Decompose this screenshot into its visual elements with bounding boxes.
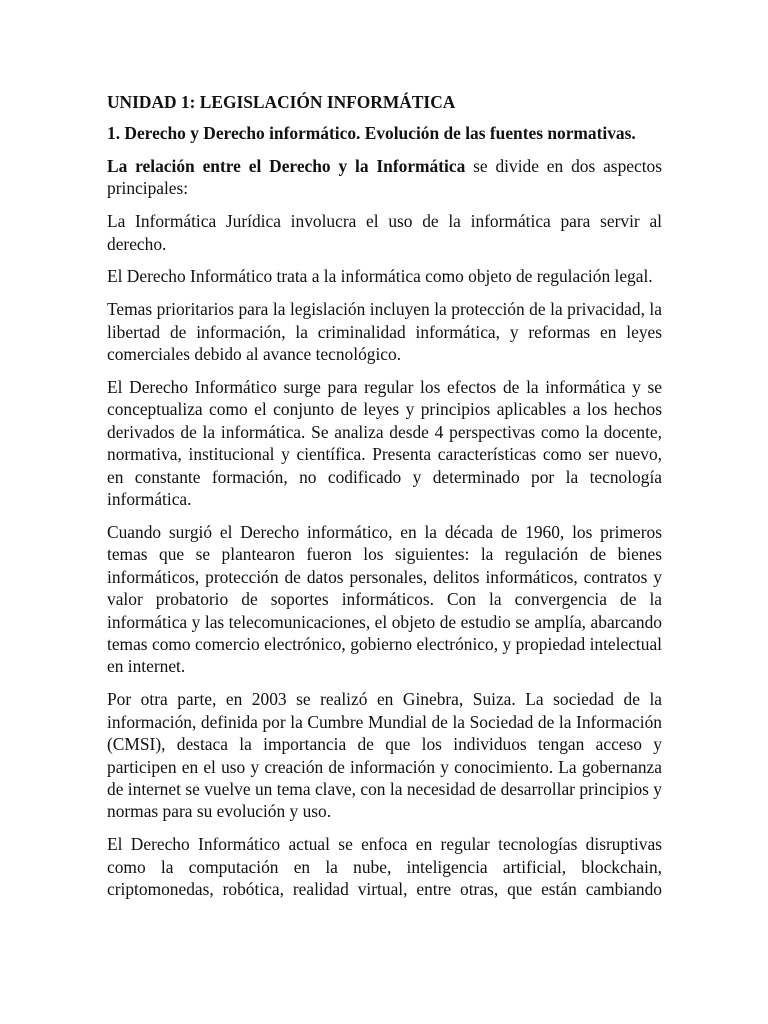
paragraph-relation-rest: se divide en dos aspectos principales: xyxy=(107,155,662,199)
paragraph-derecho-informatico-objeto: El Derecho Informático trata a la informática como objeto de regulación legal. xyxy=(107,266,653,287)
paragraph-decada-1960: Cuando surgió el Derecho informático, en la década de 1960, los primeros temas que se plantearon fueron los siguientes: la regulación de bienes informáticos, protección de datos personales, delitos informáticos, contratos y valor probatorio de soportes informáticos. Con la convergencia de la informática y las telecomunicaciones, el objeto de estudio se amplía, abarcando temas como comercio electrónico, gobierno electrónico, y propiedad intelectual en internet. xyxy=(107,522,662,677)
paragraph-temas-prioritarios: Temas prioritarios para la legislación incluyen la protección de la privacidad, la libertad de información, la criminalidad informática, y reformas en leyes comerciales debido al avance tecnológico. xyxy=(107,299,662,365)
unit-title: UNIDAD 1: LEGISLACIÓN INFORMÁTICA xyxy=(107,92,456,112)
paragraph-tecnologias-disruptivas: El Derecho Informático actual se enfoca en regular tecnologías disruptivas como la computación en la nube, inteligencia artificial, blockchain, criptomonedas, robótica, realidad virtual, entre otras, que están cambiando xyxy=(107,834,662,900)
document-page xyxy=(107,88,662,911)
paragraph-informatica-juridica: La Informática Jurídica involucra el uso de la informática para servir al derecho. xyxy=(107,211,662,254)
section-title: 1. Derecho y Derecho informático. Evolución de las fuentes normativas. xyxy=(107,123,636,144)
paragraph-cmsi: Por otra parte, en 2003 se realizó en Ginebra, Suiza. La sociedad de la información, definida por la Cumbre Mundial de la Sociedad de la Información (CMSI), destaca la importancia de que los individuos tengan acceso y participen en el uso y creación de información y conocimiento. La gobernanza de internet se vuelve un tema clave, con la necesidad de desarrollar principios y normas para su evolución y uso. xyxy=(107,689,662,822)
paragraph-relation-bold: La relación entre el Derecho y la Informática xyxy=(107,155,466,176)
paragraph-relation xyxy=(107,155,662,200)
paragraph-surgimiento: El Derecho Informático surge para regular los efectos de la informática y se conceptualiza como el conjunto de leyes y principios aplicables a los hechos derivados de la informática. Se analiza desde 4 perspectivas como la docente, normativa, institucional y científica. Presenta características como ser nuevo, en constante formación, no codificado y determinado por la tecnología informática. xyxy=(107,377,662,510)
